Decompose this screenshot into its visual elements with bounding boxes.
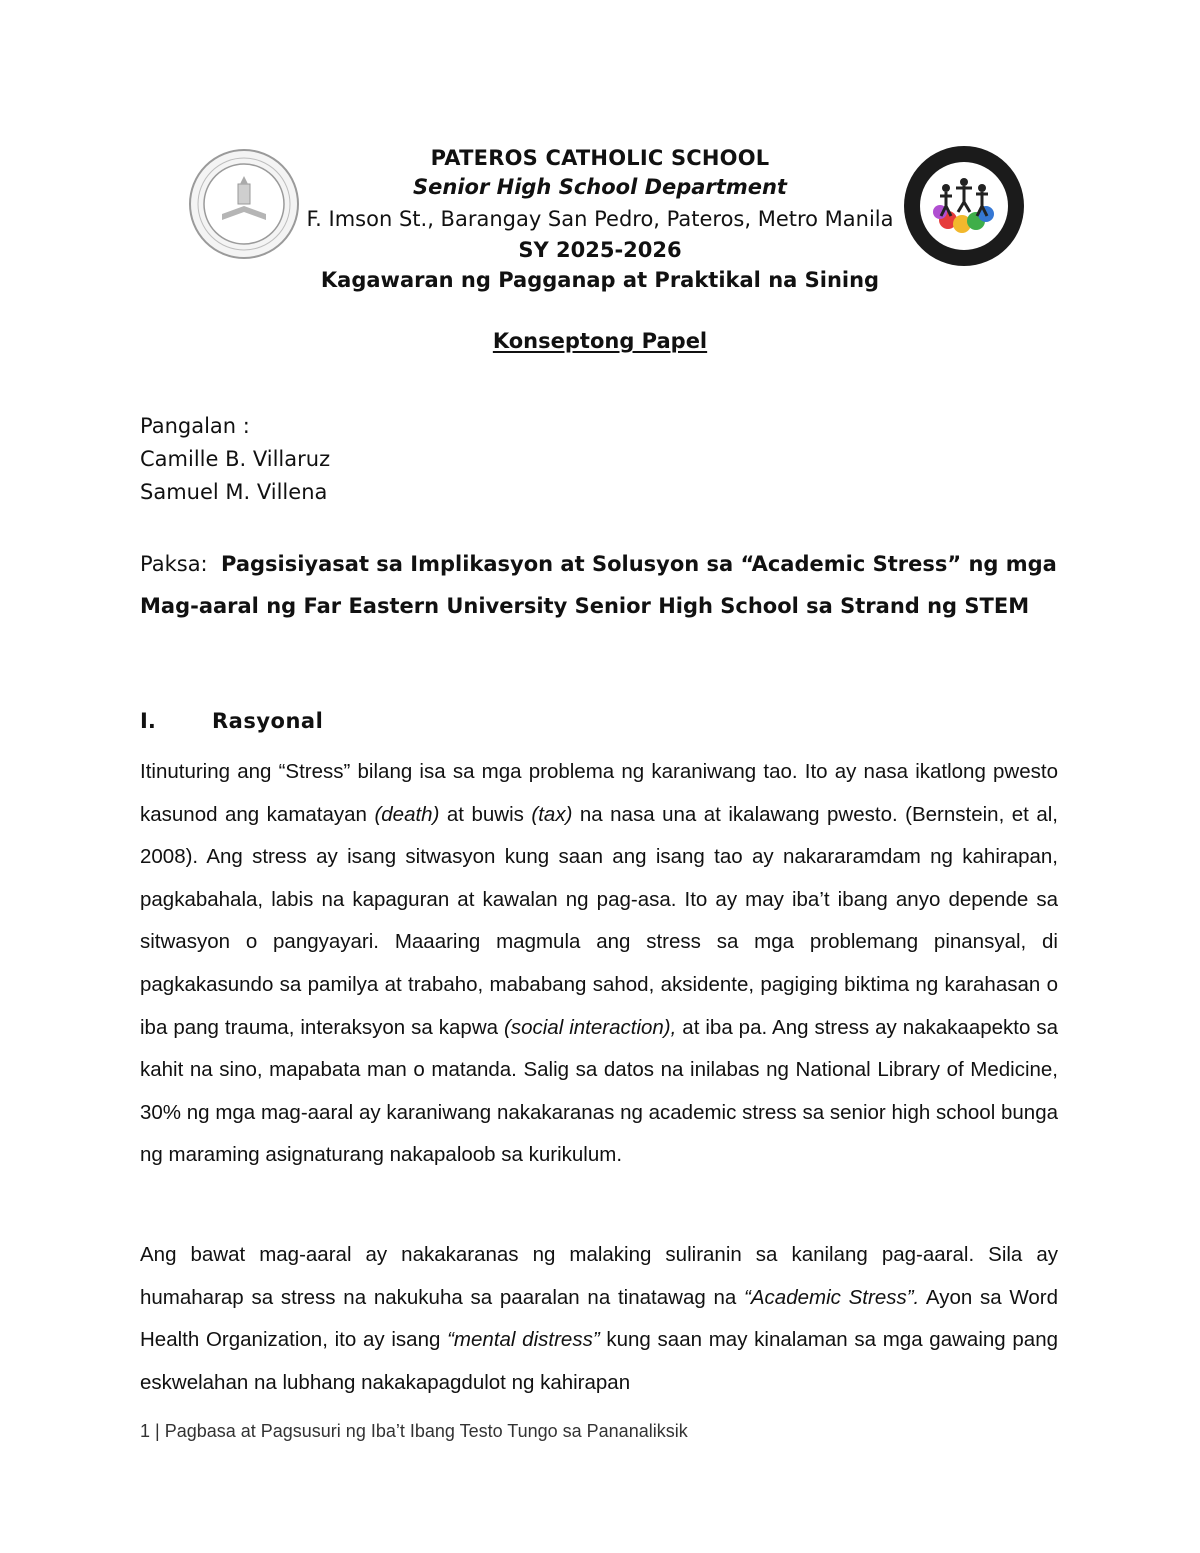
department-name: Senior High School Department — [413, 175, 787, 199]
paragraph-emphasis: (tax) — [531, 802, 573, 826]
section-title: Rasyonal — [212, 709, 324, 733]
paragraph-emphasis: “Academic Stress”. — [744, 1285, 920, 1309]
school-name: PATEROS CATHOLIC SCHOOL — [430, 146, 770, 170]
paragraph-text: Ang bawat mag-aaral ay nakakaranas ng malaking suliranin sa kanilang pag-aaral. Sila ay humaharap sa stress na nakukuha sa paaralan na tinatawag na — [140, 1243, 1058, 1309]
paragraph-emphasis: “mental distress” — [447, 1328, 600, 1352]
faculty-name: Kagawaran ng Pagganap at Praktikal na Sining — [320, 268, 880, 292]
author-name: Samuel M. Villena — [140, 480, 328, 504]
paragraph-text: kung saan may kinalaman sa mga gawaing pang eskwelahan na lubhang nakakapagdulot ng kahirapan — [140, 1328, 1059, 1394]
school-address: F. Imson St., Barangay San Pedro, Pateros, Metro Manila — [306, 207, 894, 231]
section-number: I. — [140, 709, 156, 733]
paragraph-text: at iba pa. Ang stress ay nakakaapekto sa kahit na sino, mapabata man o matanda. Salig sa datos na inilabas ng National Library of Medicine, 30% ng mga mag-aaral ay karaniwang nakakaranas ng academic stress sa senior high school bunga ng maraming asignaturang nakapaloob sa kurikulum. — [140, 1015, 1058, 1167]
paragraph-2 — [140, 1234, 1058, 1404]
topic-text: Pagsisiyasat sa Implikasyon at Solusyon sa “Academic Stress” ng mga Mag-aaral ng Far Eastern University Senior High School sa Strand ng STEM — [140, 552, 1057, 618]
names-label: Pangalan : — [140, 414, 250, 438]
paragraph-text: na nasa una at ikalawang pwesto. (Bernstein, et al, 2008). Ang stress ay isang sitwasyon kung saan ang isang tao ay nakararamdam ng kahirapan, pagkabahala, labis na kapaguran at kawalan ng pag-asa. Ito ay may iba’t ibang anyo depende sa sitwasyon o pangyayari. Maaaring magmula ang stress sa mga problemang pinansyal, di pagkakasundo sa pamilya at trabaho, mababang sahod, aksidente, pagiging biktima ng karahasan o iba pang trauma, interaksyon sa kapwa — [140, 802, 1058, 1039]
paragraph-1 — [140, 751, 1058, 1177]
paragraph-emphasis: (death) — [374, 802, 440, 826]
page-footer: 1 | Pagbasa at Pagsusuri ng Iba’t Ibang Testo Tungo sa Pananaliksik — [140, 1421, 688, 1441]
topic-label: Paksa: — [140, 552, 208, 576]
topic-block — [140, 543, 1070, 627]
paragraph-text: at buwis — [439, 802, 532, 826]
document-title: Konseptong Papel — [492, 329, 708, 353]
paragraph-emphasis: (social interaction), — [504, 1015, 677, 1039]
author-name: Camille B. Villaruz — [140, 447, 331, 471]
paragraph-text: Itinuturing ang “Stress” bilang isa sa mga problema ng karaniwang tao. Ito ay nasa ikatlong pwesto kasunod ang kamatayan — [140, 760, 1058, 826]
paragraph-text: Ayon sa Word Health Organization, ito ay isang — [140, 1285, 1058, 1352]
school-year: SY 2025-2026 — [518, 238, 682, 262]
